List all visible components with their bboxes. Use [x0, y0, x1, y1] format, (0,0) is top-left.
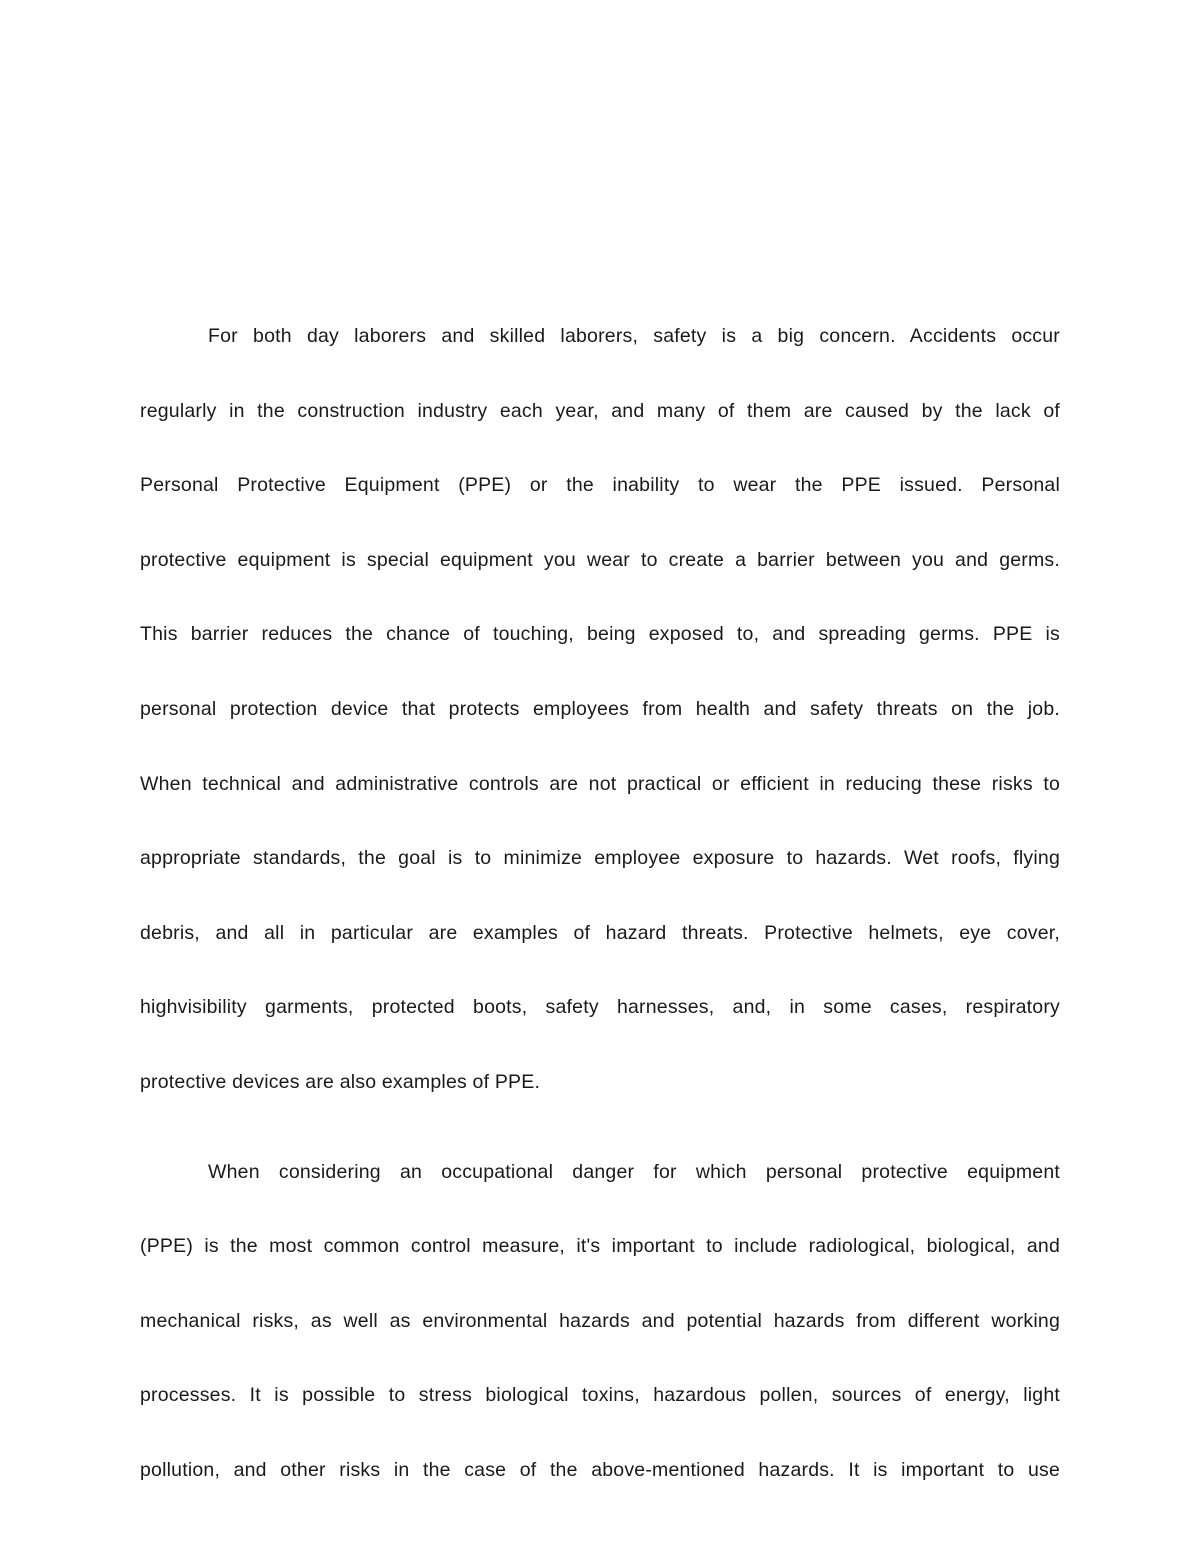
paragraph-line: This barrier reduces the chance of touching, being exposed to, and spreading germs. PPE is [140, 623, 1060, 646]
paragraph-line: personal protection device that protects employees from health and safety threats on the job. [140, 697, 1060, 720]
paragraph-line: When technical and administrative controls are not practical or efficient in reducing these risks to [140, 772, 1060, 795]
paragraph-line: pollution, and other risks in the case of the above-mentioned hazards. It is important to use [140, 1458, 1060, 1481]
paragraph-line: debris, and all in particular are examples of hazard threats. Protective helmets, eye cover, [140, 921, 1060, 944]
paragraph-line: protective equipment is special equipment you wear to create a barrier between you and germs. [140, 548, 1060, 571]
paragraph-line: protective devices are also examples of PPE. [140, 1070, 541, 1093]
document-body [140, 320, 1060, 1529]
paragraph-line: For both day laborers and skilled laborers, safety is a big concern. Accidents occur [208, 325, 1060, 347]
paragraph-line: mechanical risks, as well as environmental hazards and potential hazards from different working [140, 1309, 1060, 1332]
paragraph-line: processes. It is possible to stress biological toxins, hazardous pollen, sources of energy, light [140, 1384, 1060, 1407]
paragraph-line: highvisibility garments, protected boots, safety harnesses, and, in some cases, respiratory [140, 996, 1060, 1019]
paragraph-line: regularly in the construction industry each year, and many of them are caused by the lack of [140, 399, 1060, 422]
paragraph-line: Personal Protective Equipment (PPE) or the inability to wear the PPE issued. Personal [140, 474, 1060, 497]
paragraph-1 [140, 320, 1060, 1141]
paragraph-line: When considering an occupational danger for which personal protective equipment [208, 1160, 1060, 1183]
paragraph-line: appropriate standards, the goal is to minimize employee exposure to hazards. Wet roofs, flying [140, 847, 1060, 870]
paragraph-line: (PPE) is the most common control measure, it's important to include radiological, biological, and [140, 1235, 1060, 1258]
paragraph-2 [140, 1156, 1060, 1529]
